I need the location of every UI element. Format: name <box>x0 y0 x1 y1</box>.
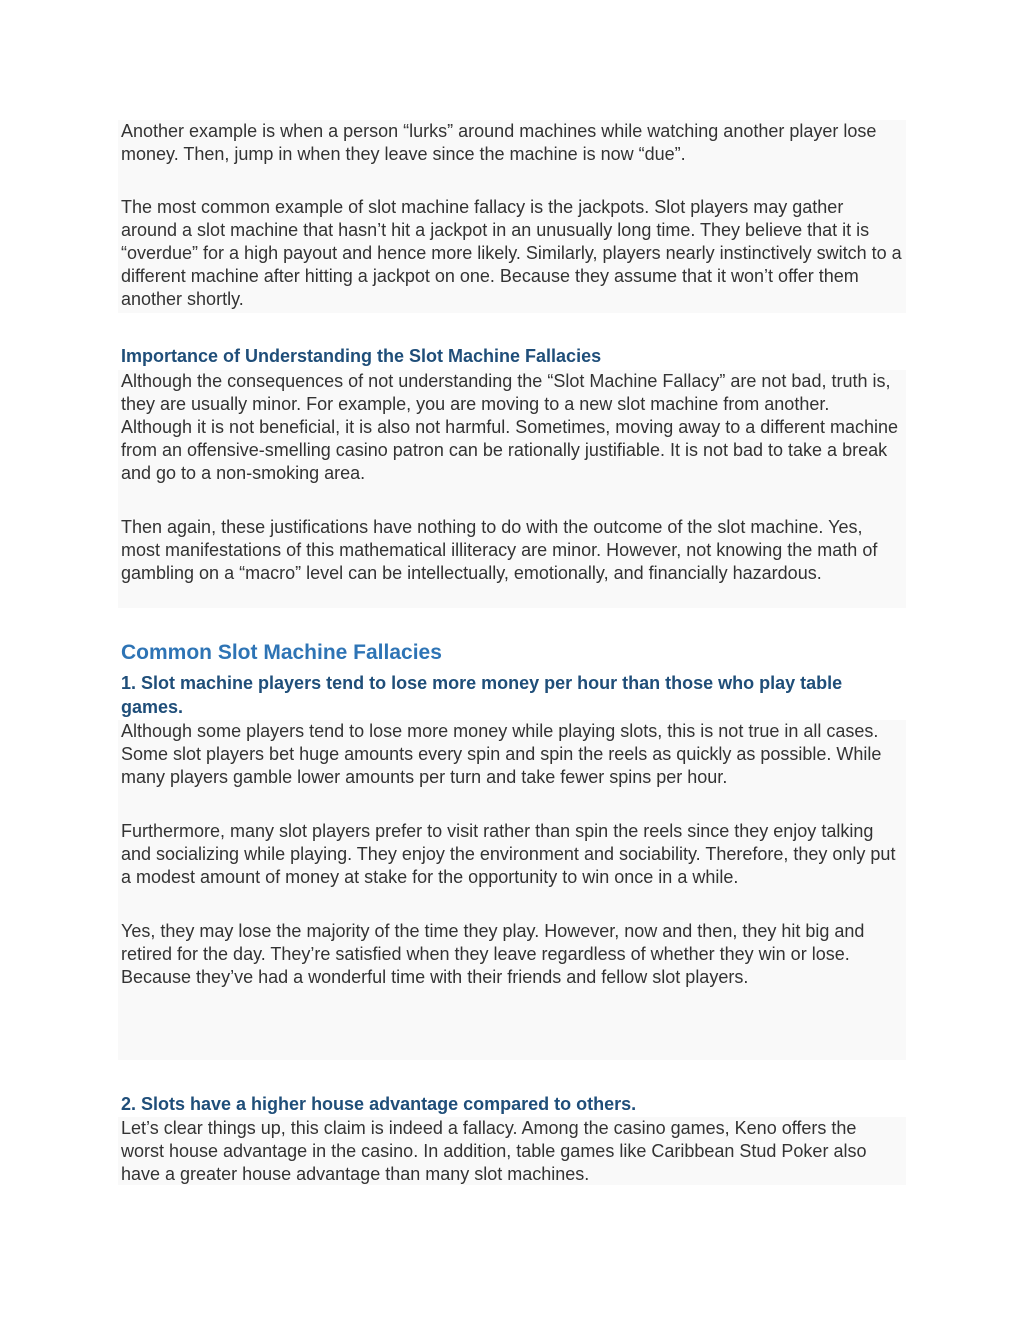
text-block-fallacy-2 <box>118 1117 906 1185</box>
paragraph-house-advantage: Let’s clear things up, this claim is indeed a fallacy. Among the casino games, Keno offers the worst house advantage in the casino. In addition, table games like Caribbean Stud Poker also have a greater house advantage than many slot machines. <box>121 1118 867 1184</box>
paragraph-justifications: Then again, these justifications have nothing to do with the outcome of the slot machine. Yes, most manifestations of this mathematical illiteracy are minor. However, not knowing the math of gambling on a “macro” level can be intellectually, emotionally, and financially hazardous. <box>121 517 878 583</box>
text-block-fallacy-1 <box>118 720 906 1060</box>
paragraph-jackpot-example: The most common example of slot machine fallacy is the jackpots. Slot players may gather around a slot machine that hasn’t hit a jackpot in an unusually long time. They believe that it is “overdue” for a high payout and hence more likely. Similarly, players nearly instinctively switch to a different machine after hitting a jackpot on one. Because they assume that it won’t offer them another shortly. <box>121 197 902 309</box>
heading-common-fallacies: Common Slot Machine Fallacies <box>121 641 442 664</box>
paragraph-lurks-example: Another example is when a person “lurks” around machines while watching another player lose money. Then, jump in when they leave since the machine is now “due”. <box>121 121 877 164</box>
heading-fallacy-2: 2. Slots have a higher house advantage compared to others. <box>121 1094 637 1114</box>
text-block-jackpot <box>118 120 906 313</box>
text-block-importance <box>118 370 906 608</box>
paragraph-consequences: Although the consequences of not understanding the “Slot Machine Fallacy” are not bad, truth is, they are usually minor. For example, you are moving to a new slot machine from another. Although it is not beneficial, it is also not harmful. Sometimes, moving away to a different machine from an offensive-smelling casino patron can be rationally justifiable. It is not bad to take a break and go to a non-smoking area. <box>121 371 899 483</box>
heading-importance: Importance of Understanding the Slot Machine Fallacies <box>121 346 602 366</box>
heading-fallacy-1: 1. Slot machine players tend to lose more money per hour than those who play table games. <box>121 673 843 717</box>
paragraph-socializing: Furthermore, many slot players prefer to visit rather than spin the reels since they enjoy talking and socializing while playing. They enjoy the environment and sociability. Therefore, they only put a modest amount of money at stake for the opportunity to win once in a while. <box>121 821 896 887</box>
paragraph-fallacy-1-intro: Although some players tend to lose more money while playing slots, this is not true in all cases. Some slot players bet huge amounts every spin and spin the reels as quickly as possible. While many players gamble lower amounts per turn and take fewer spins per hour. <box>121 721 882 787</box>
paragraph-majority-lose: Yes, they may lose the majority of the time they play. However, now and then, they hit big and retired for the day. They’re satisfied when they leave regardless of whether they win or lose. Because they’ve had a wonderful time with their friends and fellow slot players. <box>121 921 865 987</box>
